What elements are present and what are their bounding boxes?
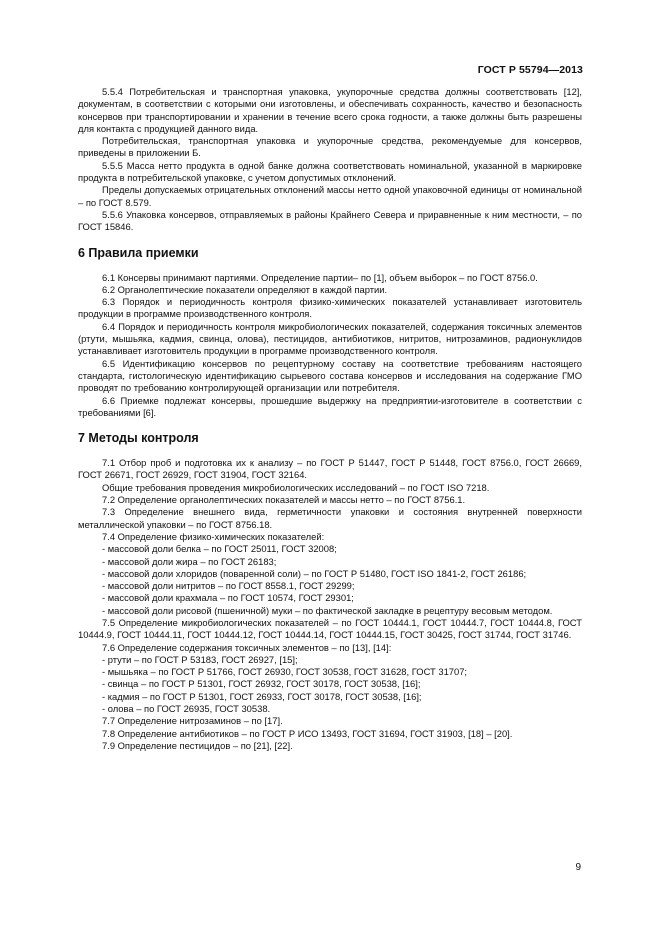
- list-item: - массовой доли хлоридов (поваренной соли) – по ГОСТ Р 51480, ГОСТ ISO 1841-2, ГОСТ 26186;: [102, 567, 527, 579]
- section-heading-6: 6 Правила приемки: [78, 245, 199, 260]
- paragraph-7-3: 7.3 Определение внешнего вида, герметичности упаковки и состояния внутренней поверхности металлической упаковки – по ГОСТ 8756.18.: [78, 506, 582, 530]
- paragraph-7-1: 7.1 Отбор проб и подготовка их к анализу – по ГОСТ Р 51447, ГОСТ Р 51448, ГОСТ 8756.0, ГОСТ 26669, ГОСТ 26671, ГОСТ 26929, ГОСТ 31904, ГОСТ 32164.: [78, 457, 582, 481]
- paragraph-7-9: 7.9 Определение пестицидов – по [21], [22].: [102, 739, 293, 751]
- list-item: - ртути – по ГОСТ Р 53183, ГОСТ 26927, [15];: [102, 653, 298, 665]
- list-item: - мышьяка – по ГОСТ Р 51766, ГОСТ 26930, ГОСТ 30538, ГОСТ 31628, ГОСТ 31707;: [102, 666, 468, 678]
- paragraph-6-3: 6.3 Порядок и периодичность контроля физико-химических показателей устанавливает изготовитель продукции в программе производственного контроля.: [78, 296, 582, 320]
- paragraph-6-6: 6.6 Приемке подлежат консервы, прошедшие выдержку на предприятии-изготовителе в соответствии с требованиями [6].: [78, 394, 582, 418]
- paragraph-5-5-6: 5.5.6 Упаковка консервов, отправляемых в районы Крайнего Севера и приравненные к ним местности, – по ГОСТ 15846.: [78, 208, 582, 233]
- list-item: - массовой доли крахмала – по ГОСТ 10574, ГОСТ 29301;: [102, 592, 354, 604]
- paragraph-6-5: 6.5 Идентификацию консервов по рецептурному составу на соответствие требованиям настоящего стандарта, гистологическую идентификацию сырьевого состава консервов и исследования на содержание ГМО проводят по требованию контролирующей организации или потребителя.: [78, 357, 582, 394]
- list-item: - массовой доли жира – по ГОСТ 26183;: [102, 555, 277, 567]
- document-body: [78, 86, 582, 752]
- paragraph-7-5: 7.5 Определение микробиологических показателей – по ГОСТ 10444.1, ГОСТ 10444.7, ГОСТ 10444.8, ГОСТ 10444.9, ГОСТ 10444.11, ГОСТ 10444.12, ГОСТ 10444.14, ГОСТ 10444.15, ГОСТ 30425, ГОСТ 31744, ГОСТ 31746.: [78, 616, 582, 641]
- list-item: - олова – по ГОСТ 26935, ГОСТ 30538.: [102, 703, 271, 715]
- page-number: 9: [575, 862, 581, 873]
- paragraph-7-8: 7.8 Определение антибиотиков – по ГОСТ Р ИСО 13493, ГОСТ 31694, ГОСТ 31903, [18] – [20].: [102, 727, 513, 739]
- paragraph-5-5-5: 5.5.5 Масса нетто продукта в одной банке должна соответствовать номинальной, указанной в маркировке продукта в потребительской упаковке, с учетом допустимых отклонений.: [78, 159, 582, 184]
- list-item: - массовой доли нитритов – по ГОСТ 8558.1, ГОСТ 29299;: [102, 580, 355, 592]
- paragraph: Потребительская, транспортная упаковка и укупорочные средства, рекомендуемые для консервов, приведены в приложении Б.: [78, 135, 582, 159]
- list-item: - свинца – по ГОСТ Р 51301, ГОСТ 26932, ГОСТ 30178, ГОСТ 30538, [16];: [102, 678, 421, 690]
- paragraph-6-4: 6.4 Порядок и периодичность контроля микробиологических показателей, содержания токсичных элементов (ртути, мышьяка, кадмия, свинца, олова), пестицидов, антибиотиков, нитритов, нитрозаминов, радионуклидов устанавливает изготовитель продукции в программе производственного контроля.: [78, 320, 582, 357]
- paragraph-6-1: 6.1 Консервы принимают партиями. Определение партии– по [1], объем выборок – по ГОСТ 8756.0.: [102, 271, 538, 283]
- paragraph-5-5-4: 5.5.4 Потребительская и транспортная упаковка, укупорочные средства должны соответствовать [12], документам, в соответствии с которыми они изготовлены, и обеспечивать сохранность, качество и безопасность консервов при транспортировании и хранении в течение всего срока годности, а также должны быть разрешены для контакта с продукцией данного вида.: [78, 86, 582, 134]
- paragraph-7-4: 7.4 Определение физико-химических показателей:: [102, 530, 325, 542]
- paragraph: Пределы допускаемых отрицательных отклонений массы нетто одной упаковочной единицы от номинальной – по ГОСТ 8.579.: [78, 184, 582, 208]
- list-item: - массовой доли белка – по ГОСТ 25011, ГОСТ 32008;: [102, 543, 337, 555]
- list-item: - кадмия – по ГОСТ Р 51301, ГОСТ 26933, ГОСТ 30178, ГОСТ 30538, [16];: [102, 690, 422, 702]
- paragraph-7-7: 7.7 Определение нитрозаминов – по [17].: [102, 715, 283, 727]
- paragraph-7-6: 7.6 Определение содержания токсичных элементов – по [13], [14]:: [102, 641, 392, 653]
- document-header: ГОСТ Р 55794—2013: [477, 64, 583, 76]
- paragraph-6-2: 6.2 Органолептические показатели определяют в каждой партии.: [102, 283, 388, 295]
- section-heading-7: 7 Методы контроля: [78, 431, 199, 446]
- paragraph-7-2: 7.2 Определение органолептических показателей и массы нетто – по ГОСТ 8756.1.: [102, 494, 466, 506]
- list-item: - массовой доли рисовой (пшеничной) муки – по фактической закладке в рецептуру весовым методом.: [102, 604, 553, 616]
- paragraph: Общие требования проведения микробиологических исследований – по ГОСТ ISO 7218.: [102, 481, 490, 493]
